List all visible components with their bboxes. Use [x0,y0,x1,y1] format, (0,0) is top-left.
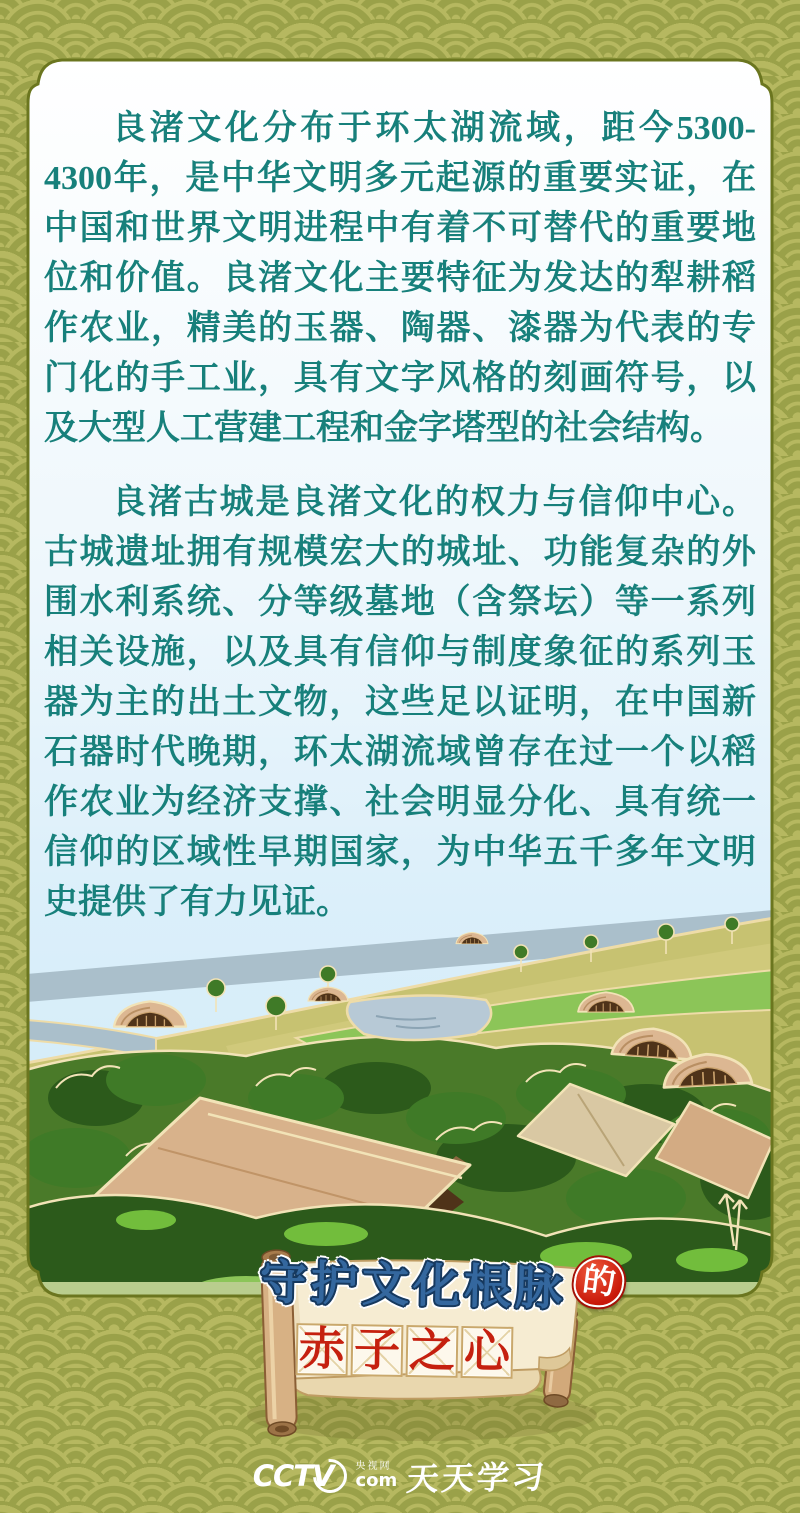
scroll-banner [210,1233,630,1473]
cctv-cn-label: 央视网 [355,1461,392,1472]
brand-wordmark: 天天学习 [405,1458,549,1498]
article-text [44,104,756,952]
cctv-domain-block [355,1462,397,1490]
cctv-wordmark: CCTV [252,1458,334,1493]
cctv-logo [252,1458,334,1493]
calligraphy-grid-box: 心 [461,1326,514,1379]
banner-particle-seal: 的 [571,1254,627,1310]
paragraph-1: 良渚文化分布于环太湖流域，距今5300-4300年，是中华文明多元起源的重要实证，在中国和世界文明进程中有着不可替代的重要地位和价值。良渚文化主要特征为发达的犁耕稻作农业，精美的玉器、陶器、漆器为代表的专门化的手工业，具有文字风格的刻画符号，以及大型人工营建工程和金字塔型的社会结构。 [44,110,756,447]
calligraphy-grid-box: 子 [351,1324,404,1377]
lake [347,995,491,1040]
banner-title-row [259,1245,624,1320]
poster-card [26,58,774,1298]
calligraphy-grid-box: 赤 [296,1323,349,1376]
footer-logo [0,1450,800,1502]
banner-title-main: 守护文化根脉 [259,1257,567,1316]
calligraphy-grid-box: 之 [406,1325,459,1378]
paragraph-2: 良渚古城是良渚文化的权力与信仰中心。古城遗址拥有规模宏大的城址、功能复杂的外围水利系统、分等级墓地（含祭坛）等一系列相关设施，以及具有信仰与制度象征的系列玉器为主的出土文物，这些足以证明，在中国新石器时代晚期，环太湖流域曾存在过一个以稻作农业为经济支撑、社会明显分化、具有统一信仰的区域性早期国家，为中华五千多年文明史提供了有力见证。 [44,484,756,921]
cctv-com-label: com [355,1470,398,1491]
banner-subtitle-row [296,1323,514,1379]
